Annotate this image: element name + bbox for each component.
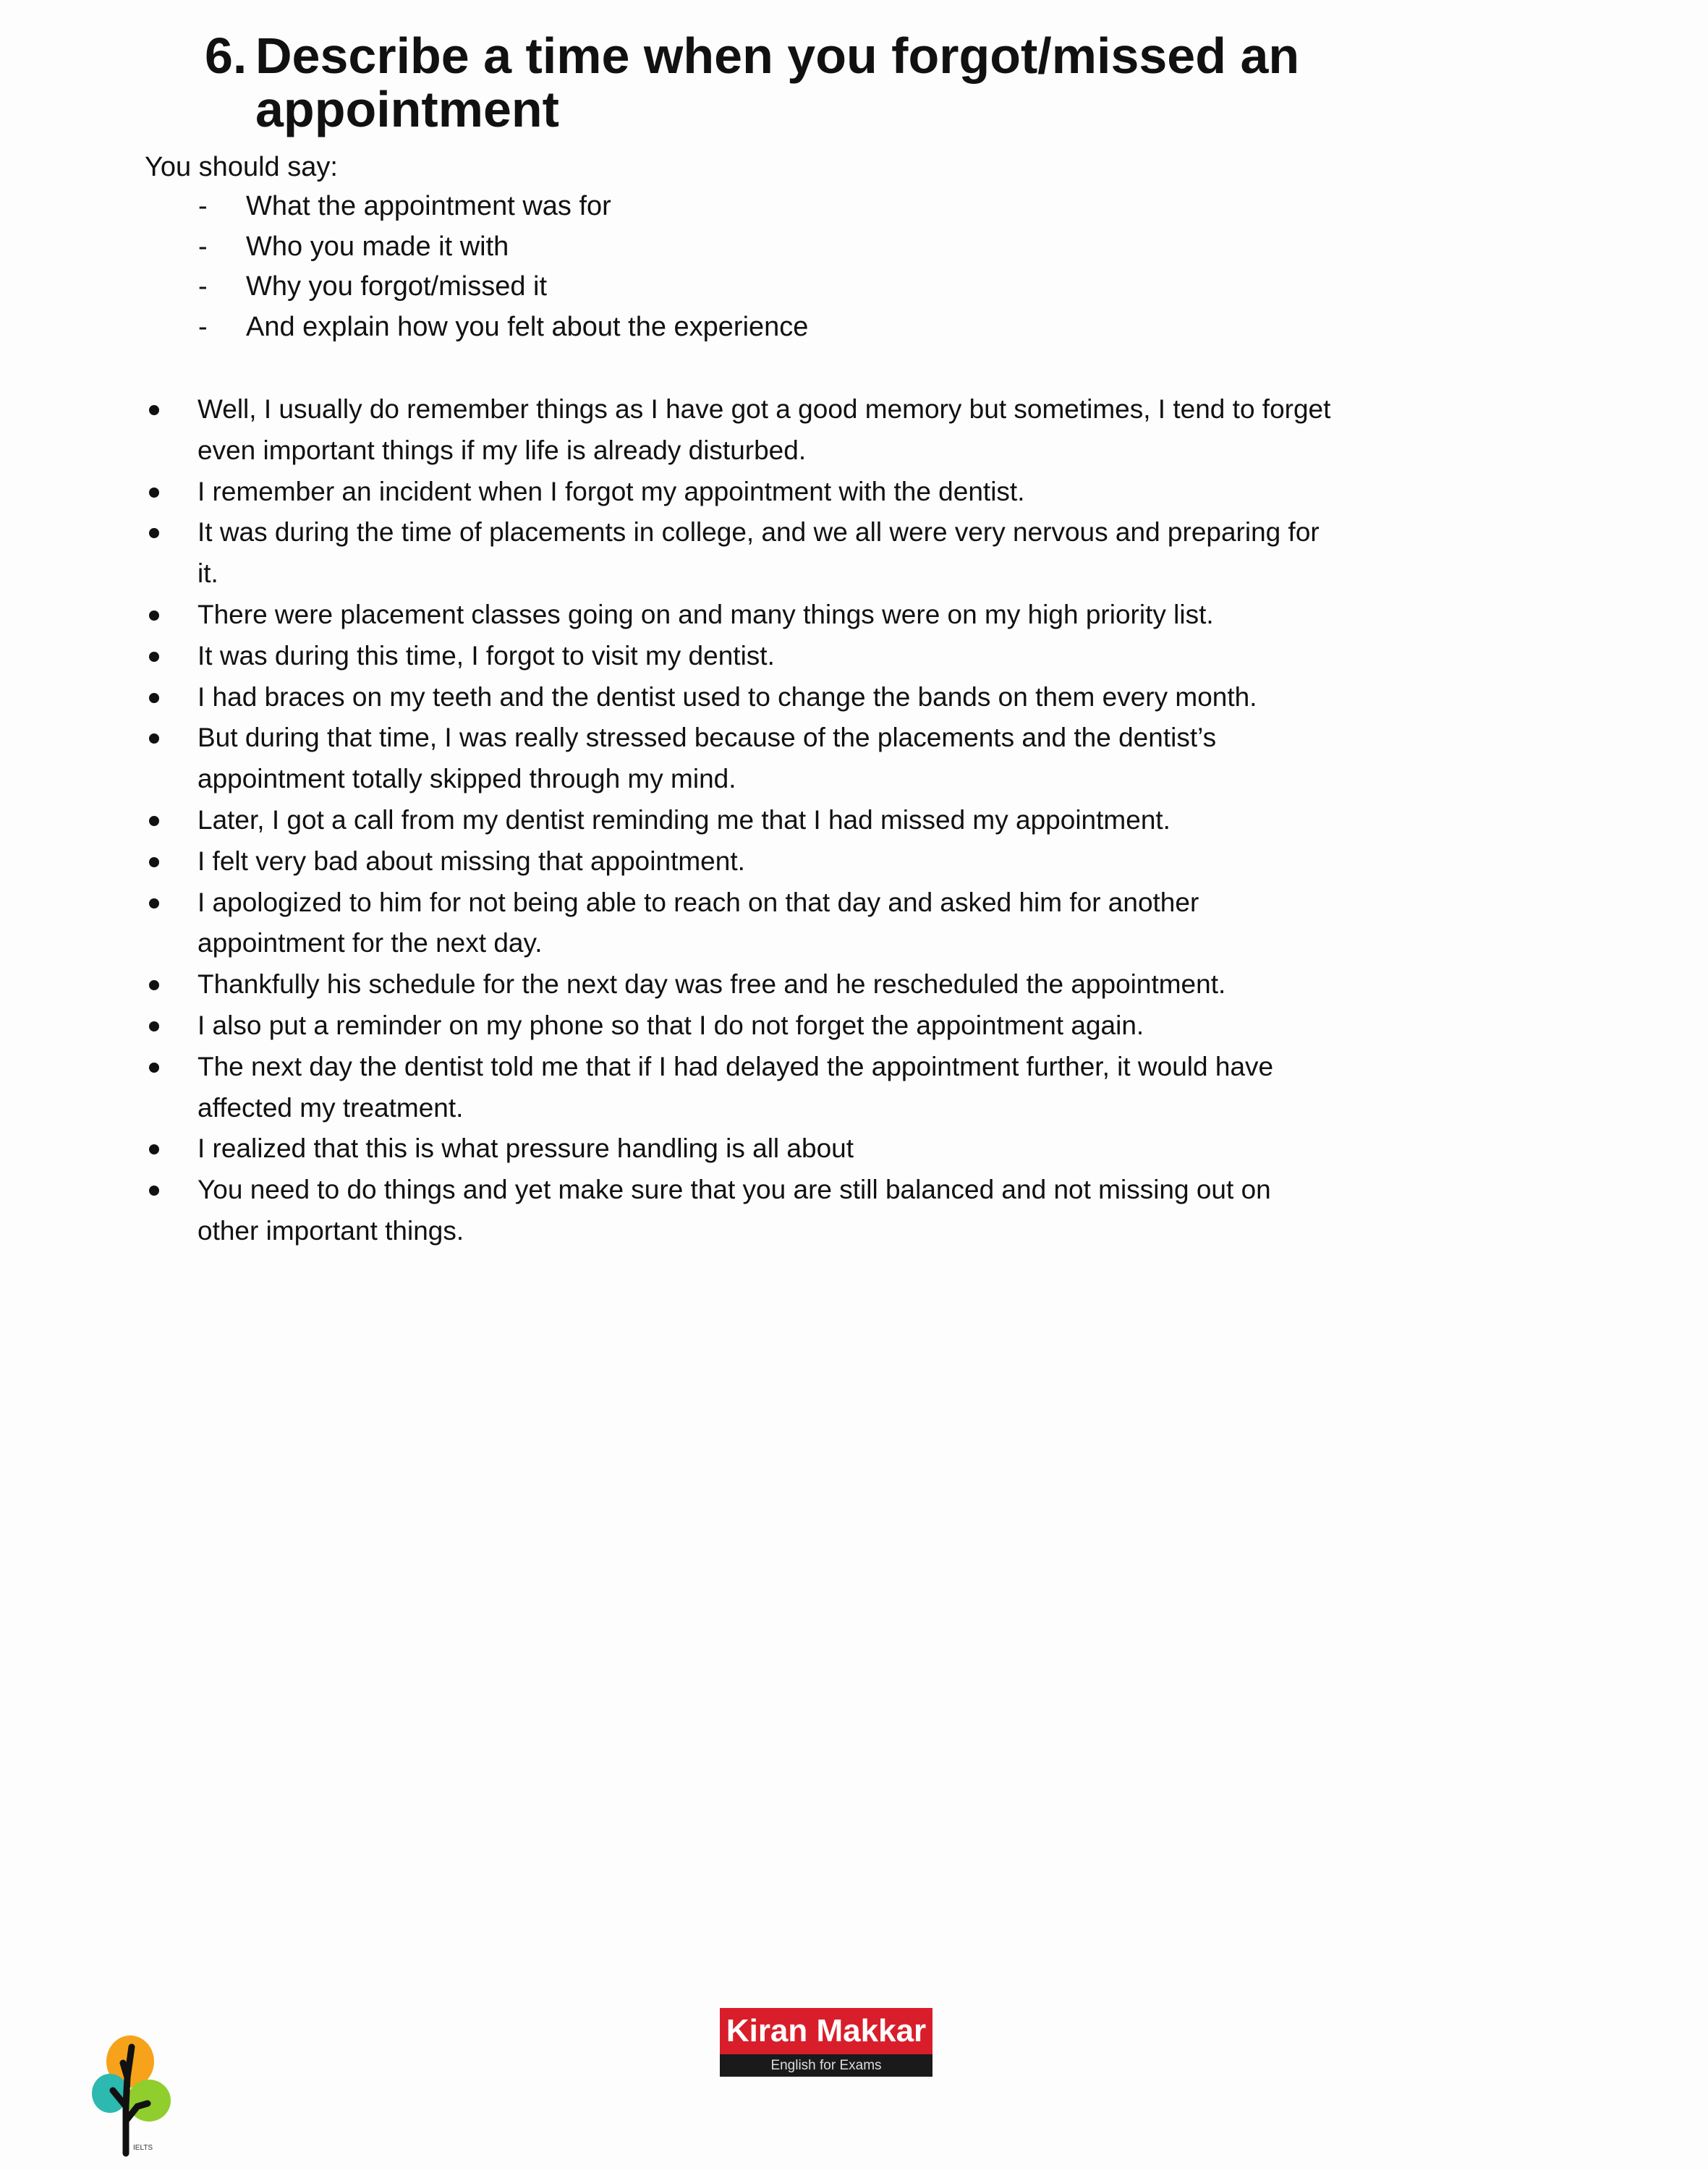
bullet-icon (149, 488, 159, 498)
answer-line: It was during this time, I forgot to visit my dentist. (197, 640, 775, 671)
answer-line: I remember an incident when I forgot my appointment with the dentist. (197, 476, 1025, 506)
dash-bullet: - (198, 271, 208, 302)
answer-line: I realized that this is what pressure handling is all about (197, 1133, 854, 1164)
answer-item (0, 1128, 1330, 1170)
prompt-text: And explain how you felt about the experience (246, 311, 809, 342)
answer-line: There were placement classes going on and many things were on my high priority list. (197, 599, 1214, 629)
bullet-icon (149, 693, 159, 703)
answer-line: I apologized to him for not being able to reach on that day and asked him for another (197, 887, 1199, 917)
bullet-icon (149, 652, 159, 662)
answer-line: Later, I got a call from my dentist reminding me that I had missed my appointment. (197, 804, 1170, 835)
answer-line: appointment for the next day. (197, 928, 543, 958)
bullet-icon (149, 857, 159, 867)
answer-line: But during that time, I was really stressed because of the placements and the dentist’s (197, 723, 1217, 753)
answer-item (0, 512, 1330, 595)
kiran-makkar-logo (720, 2008, 932, 2077)
dash-bullet: - (198, 231, 208, 262)
bullet-icon (149, 980, 159, 990)
bullet-icon (149, 733, 159, 744)
answer-line: other important things. (197, 1215, 464, 1246)
answer-item (0, 964, 1330, 1005)
prompt-text: What the appointment was for (246, 191, 611, 221)
answer-item (0, 1170, 1330, 1252)
answer-item (0, 1005, 1330, 1047)
bullet-icon (149, 528, 159, 538)
bullet-icon (149, 610, 159, 621)
answer-line: It was during the time of placements in college, and we all were very nervous and preparing for (197, 517, 1320, 548)
bullet-icon (149, 816, 159, 826)
answer-item (0, 472, 1330, 513)
answer-list (0, 389, 1330, 1252)
brand-name: Kiran Makkar (720, 2008, 932, 2054)
answer-item (0, 1047, 1330, 1129)
answer-item (0, 841, 1330, 882)
answer-line: appointment totally skipped through my mind. (197, 764, 736, 794)
bullet-icon (149, 405, 159, 415)
dash-bullet: - (198, 311, 208, 342)
answer-item (0, 636, 1330, 677)
answer-line: affected my treatment. (197, 1092, 464, 1123)
answer-line: I felt very bad about missing that appointment. (197, 846, 745, 876)
title-number: 6. (205, 27, 247, 84)
bullet-icon (149, 1144, 159, 1154)
bullet-icon (149, 1021, 159, 1031)
answer-item (0, 718, 1330, 800)
answer-line: I had braces on my teeth and the dentist used to change the bands on them every month. (197, 681, 1257, 712)
answer-line: it. (197, 558, 218, 589)
prompt-text: Why you forgot/missed it (246, 271, 548, 302)
answer-line: You need to do things and yet make sure that you are still balanced and not missing out on (197, 1175, 1271, 1205)
answer-item (0, 677, 1330, 718)
answer-line: Thankfully his schedule for the next day was free and he rescheduled the appointment. (197, 969, 1226, 1000)
answer-item (0, 800, 1330, 841)
answer-item (0, 389, 1330, 472)
answer-line: even important things if my life is already disturbed. (197, 435, 807, 465)
answer-line: I also put a reminder on my phone so that I do not forget the appointment again. (197, 1010, 1144, 1040)
prompt-intro: You should say: (145, 152, 338, 182)
tree-logo-icon (90, 2034, 220, 2157)
title-text: Describe a time when you forgot/missed an appointment (255, 27, 1300, 137)
bullet-icon (149, 1186, 159, 1196)
tree-logo-text: IELTS (133, 2144, 153, 2152)
answer-item (0, 882, 1330, 965)
dash-bullet: - (198, 191, 208, 221)
answer-line: The next day the dentist told me that if I had delayed the appointment further, it would have (197, 1051, 1274, 1081)
bullet-icon (149, 898, 159, 909)
answer-line: Well, I usually do remember things as I have got a good memory but sometimes, I tend to forget (197, 394, 1331, 424)
prompt-text: Who you made it with (246, 231, 509, 262)
brand-tagline: English for Exams (720, 2054, 932, 2077)
bullet-icon (149, 1063, 159, 1073)
answer-item (0, 595, 1330, 636)
